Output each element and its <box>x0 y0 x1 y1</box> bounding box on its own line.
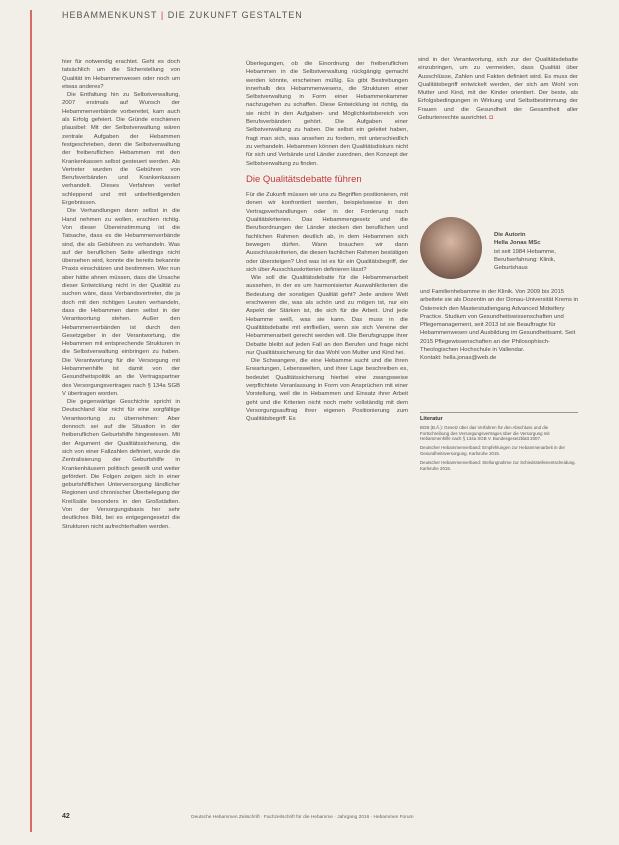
paragraph: Überlegungen, ob die Einordnung der freiberuflichen Hebammen in die Selbstverwaltung rückgängig gemacht werden könnte, erscheinen müßig. Es gibt Bestrebungen innerhalb des Hebammenwesens, die Strukturen einer Selbstverwaltung in Form einer Hebammenkammer nachzugehen zu schaffen. Diese Entwicklung ist richtig, da sie nicht in den Aufgaben- und Möglichkeitsbereich von Berufsverbänden gehört. Die Aufgaben einer Selbstverwaltung zu haben. Die selbst ein geleitet haben, fragt man sich, was ansehen zu fordern, mit unterschiedlich zu verhandeln. Hebammen können den Qualitätsdiskurs nicht für sich und Verbände und Länder zuordnen, den Konzept der Selbstverwaltung zu finden. <box>246 61 408 167</box>
literature-box <box>420 412 578 474</box>
paragraph: hier für notwendig erachtet. Geht es doch tatsächlich um die Sicherstellung von Qualität im Hebammenwesen oder noch um etwas anderes? <box>62 59 180 90</box>
end-mark-icon: ◘ <box>489 115 493 122</box>
author-bio-top: ist seit 1984 Hebamme, Berufserfahrung: Klinik, Geburtshaus <box>494 248 556 272</box>
paragraph: Die Entfaltung hin zu Selbstverwaltung, 2007 erstmals auf Wunsch der Hebammenverbände vorbereitet, kam auch als Erfolg gefeiert. Die Gründe erschienen plausibel: Mit der Selbstverwaltung wären zentrale Aufgaben der Hebammen festgeschrieben, denn die Selbstverwaltung der freiberuflichen Hebammen mit den Krankenkassen selbst gesteuert werden. Als Vertreter wurden die Gebühren von Berufsverbänden und Krankenkassen verhandelt. Dieses Verfahren verlief schleppend und mit unbefriedigenden Ergebnissen. <box>62 92 180 207</box>
author-contact: Kontakt: hella.jonas@web.de <box>420 355 497 362</box>
author-box <box>494 231 578 272</box>
paragraph: Wie soll die Qualitätsdebatte für die Hebammenarbeit aussehen, in der es um harmonisierter Auswahlkriterien die Bedeutung der sonstigen Qualität geht? Jede andere Welt erschweren die, was als schön und zu mögen ist, nur ein Aspekt der Stärken ist, die sich für die Arbeit. Und jede Hebamme weiß, was sie kann. Das muss in die Qualitätsdebatte mit einfließen, wenn sie sich Vereine der Hebammenarbeit gerecht werden will. Die Berufsgruppe ihrer Debatte bleibt auf jeden Fall an den Berufen und frage nicht nur Qualitätssicherung für das Wohl von Mutter und Kind hei. <box>246 275 408 356</box>
author-bio-text: und Familienhebamme in der Klinik. Von 2009 bis 2015 arbeitete sie als Dozentin an der Donau-Universität Krems in Österreich den Masterstudiengang Advanced Midwifery Practice. Studium von Gesundheitswissenschaften und Pflegemanagement, seit 2013 ist sie Beauftragte für Hebammenwesen und Ausbildung im Gesundheitsamt. Seit 2015 Pflegewissenschaften an der Philosophisch-Theologischen Hochschule in Vallendar. <box>420 289 579 354</box>
paragraph: sind in der Verantwortung, sich zur der Qualitätsdebatte einzubringen, um zu vermeiden, dass Qualität über Ausschlüsse, Zahlen und Fakten definiert wird. Es muss der Qualitätsbegriff entwickelt werden, der sich am Wohl von Mutter und Kind, mit der Kinder orientiert. Der beste, als Erfolgsbedingungen in Wirkung und Selbstbestimmung der Frauen und die Gesundheit der Gesamtheit aller Geburtenrechte ausrichtet. ◘ <box>418 57 578 122</box>
literature-item: Deutscher Hebammenverband: Empfehlungen zur Hebammenarbeit in der Gesundheitsversorgung. Karlsruhe 2015. <box>420 445 565 456</box>
literature-item: Deutscher Hebammenverband: Stellungnahme zur Schiedsstellenentscheidung. Karlsruhe 2015. <box>420 459 576 471</box>
footer-text: Deutsche Hebammen Zeitschrift · Fachzeitschrift für die Hebamme · Jahrgang 2016 · Hebammen Forum <box>191 815 414 820</box>
section-heading: Die Qualitätsdebatte führen <box>246 173 362 185</box>
header-separator: | <box>160 10 165 20</box>
author-name: Hella Jonas MSc <box>494 240 541 247</box>
paragraph: Für die Zukunft müssen wir uns zu Begriffen positionieren, mit denen wir konfrontiert werden, beispielsweise in den Vertragsverhandlungen oder in der Forderung nach Qualitätskriterien. Das Hebammengesetz und die Berufsordnungen der Länder stecken den beruflichen und fachlichen Rahmen deutlich ab, in dem Hebammen sich bewegen dürfen. Wann brauchen wir dann Ausschlusskriterien, die diesen fachlichen Rahmen bestätigen oder übersteigen? Und was ist es für ein Qualitätsbegriff, der sich über Ausschlusskriterien definieren lässt? <box>246 192 408 273</box>
header-section: HEBAMMENKUNST <box>62 10 158 20</box>
literature-heading: Literatur <box>420 416 443 422</box>
literature-item: BGB (B.Ä.): Gesetz über das Verfahren für den Abschluss und die Fortschreibung des Versorgungsvertrages über die Versorgung mit Hebammenhilfe nach § 134a SGB V. Bundesgesetzblatt 2007. <box>420 424 550 442</box>
paragraph: Die gegenwärtige Geschichte spricht in Deutschland klar nicht für eine sorgfältige Verantwortung zu übernehmen: Aber dennoch sei auf die Situation in der freiberuflichen Geburtshilfe hingewiesen. Mit der Argument der Qualitätssicherung, die sich von einer Fallzahlen definiert, wurde die Zentralisierung der Geburtshilfe in Krankenhäusern politisch gewollt und weiter gefördert. Die Folgen zeigen sich in einer geburtshilflichen Unterversorgung ländlicher Regionen und chronischer Überbelegung der Kreißsäle besonders in den Großstädten. Von der Versorgungsbasis her sehr deutliches Bild, bei es entgegengesetzt die Strukturen nicht aufrechterhalten werden. <box>62 399 180 530</box>
header-topic: DIE ZUKUNFT GESTALTEN <box>167 10 303 20</box>
page-footer <box>62 813 582 820</box>
page-number: 42 <box>62 813 70 820</box>
author-heading: Die Autorin <box>494 232 526 238</box>
paragraph: Die Schwangere, die eine Hebamme sucht und die ihren Erwartungen, Lebenswelten, und ihrer Lage beschreiben es, bedeutet Qualitätssicherung hierbei eine zwangsweise verpflichtete Veranlassung in Form von Ansprüchen mit einer Vorstellung, weil die in Hebammen und Einsatz ihrer Arbeit geht und die Kriterien nicht noch mehr vollständig mit dem Versorgungsauftrag ihrer eigenen Positionierung zum Qualitätsbegriff. Es <box>246 358 408 423</box>
text-column-2 <box>246 60 408 423</box>
author-photo <box>420 217 482 279</box>
author-bio <box>420 288 580 363</box>
paragraph: Die Verhandlungen dann selbst in die Hand nehmen zu wollen, erschien richtig. Von dieser Übereinstimmung ist die Tatsache, dass es die Hebammenverbände sind, die als Gebühren zu verhandeln. Was auf der beruflichen Seite allerdings nicht übersehen wird, konnte die bereits bekannte Praxis einschätzen und bestimmen. Wer nun aber hätte ahnen müssen, dass die Ursache dieser Entwicklung nicht in der Qualität zu suchen wäre, dass Verbandsvertreter, die ja doch mit den richtigen Leuten verhandeln, dass die Hebammen dann selbst in der Verantwortung stehen. Außer den Hebammenverbänden ist durch den Gesetzgeber in der Verantwortung, die Hebammen mit entsprechende Strukturen in die Selbstverwaltung einbringen zu haben. Die Verantwortung für die Versorgung mit Hebammenhilfe ist damit von der Gesundheitspolitik an die Vertragspartner des Versorgungsvertrages nach § 134a SGB V übertragen worden. <box>62 208 180 397</box>
text-column-1 <box>62 58 180 531</box>
running-header <box>62 10 303 20</box>
page-edge-line <box>30 10 32 832</box>
text-column-3 <box>418 56 578 122</box>
